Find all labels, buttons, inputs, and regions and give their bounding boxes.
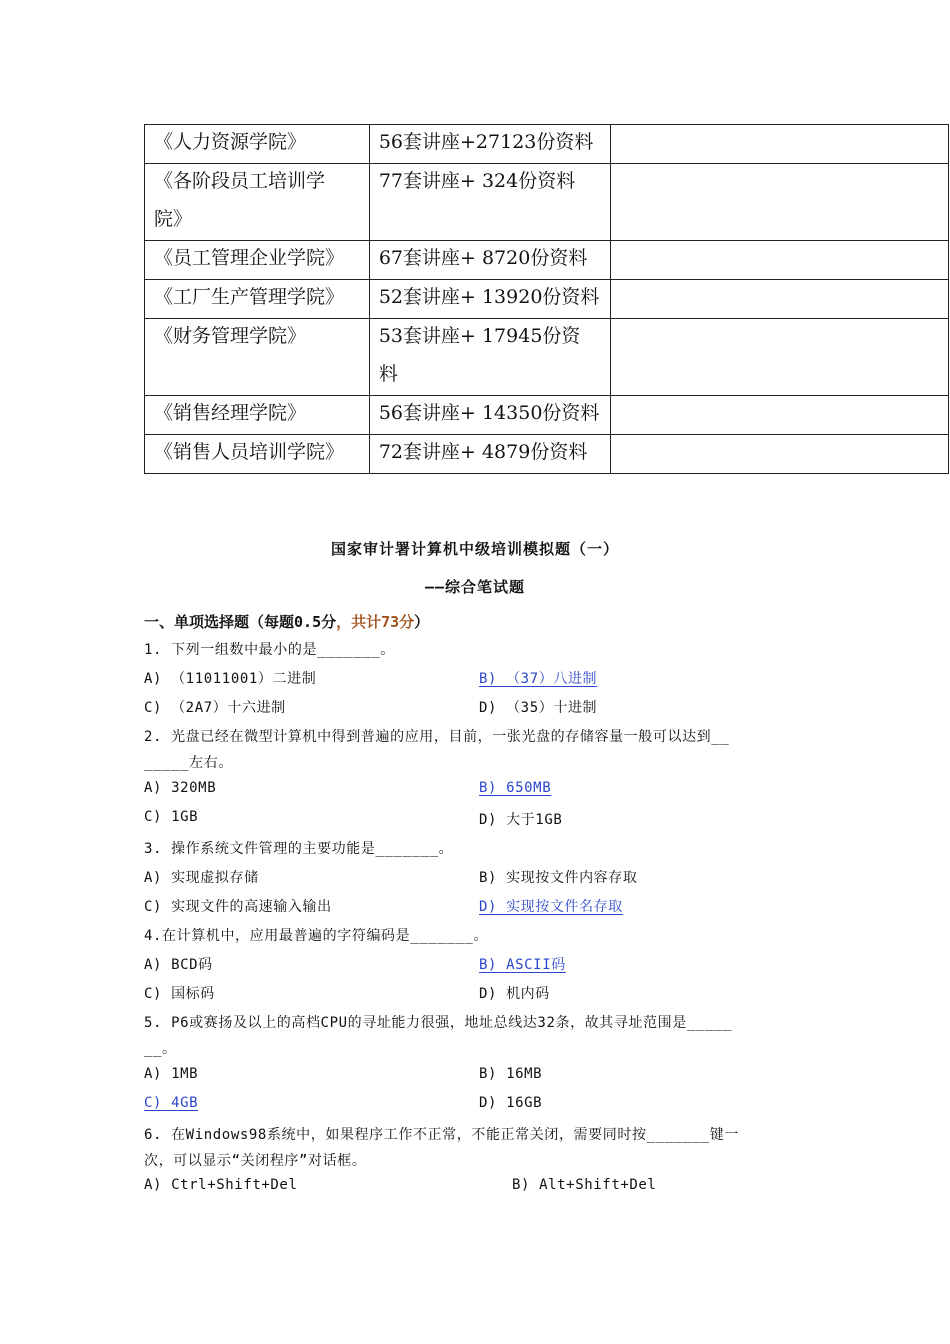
course-content: 72套讲座+ 4879份资料 — [369, 435, 610, 474]
course-extra — [611, 164, 949, 241]
option-d: D) 大于1GB — [479, 812, 563, 828]
table-row — [145, 164, 949, 241]
option-d: D) （35）十进制 — [479, 700, 598, 716]
question-stem: 3. 操作系统文件管理的主要功能是_______。 — [144, 841, 454, 857]
option-c: C) 国标码 — [144, 986, 215, 1002]
option-d: D) 机内码 — [479, 986, 550, 1002]
option-a: A) （11011001）二进制 — [144, 671, 317, 687]
course-name: 《各阶段员工培训学 院》 — [145, 164, 370, 241]
table-row — [145, 125, 949, 164]
question-stem-cont: _____左右。 — [144, 755, 233, 771]
exam-subtitle: ——综合笔试题 — [424, 578, 526, 596]
course-content: 77套讲座+ 324份资料 — [369, 164, 610, 241]
option-b-answer: B) （37）八进制 — [479, 671, 598, 687]
course-content: 56套讲座+ 14350份资料 — [369, 396, 610, 435]
table-row — [145, 280, 949, 319]
option-c-answer: C) 4GB — [144, 1095, 199, 1111]
question-stem-cont: __。 — [144, 1041, 177, 1057]
option-c: C) 1GB — [144, 809, 199, 825]
course-table — [144, 124, 949, 474]
course-extra — [611, 241, 949, 280]
option-b: B) 16MB — [479, 1066, 543, 1082]
table-row — [145, 319, 949, 396]
course-name: 《工厂生产管理学院》 — [145, 280, 370, 319]
question-stem: 1. 下列一组数中最小的是_______。 — [144, 642, 395, 658]
course-extra — [611, 319, 949, 396]
course-content: 67套讲座+ 8720份资料 — [369, 241, 610, 280]
course-content: 53套讲座+ 17945份资 料 — [369, 319, 610, 396]
course-content: 56套讲座+27123份资料 — [369, 125, 610, 164]
course-extra — [611, 396, 949, 435]
question-stem: 6. 在Windows98系统中，如果程序工作不正常，不能正常关闭，需要同时按_______键一 — [144, 1127, 739, 1143]
course-extra — [611, 280, 949, 319]
option-d-answer: D) 实现按文件名存取 — [479, 899, 623, 915]
course-extra — [611, 435, 949, 474]
exam-title: 国家审计署计算机中级培训模拟题（一） — [330, 540, 619, 558]
option-d: D) 16GB — [479, 1095, 543, 1111]
table-row — [145, 435, 949, 474]
table-row — [145, 396, 949, 435]
section-heading: 一、单项选择题（每题0.5分，共计73分） — [144, 613, 430, 631]
course-name: 《销售经理学院》 — [145, 396, 370, 435]
option-c: C) （2A7）十六进制 — [144, 700, 286, 716]
option-a: A) 320MB — [144, 780, 217, 796]
option-c: C) 实现文件的高速输入输出 — [144, 899, 332, 915]
question-stem: 4.在计算机中，应用最普遍的字符编码是_______。 — [144, 928, 489, 944]
option-b: B) 实现按文件内容存取 — [479, 870, 638, 886]
course-extra — [611, 125, 949, 164]
option-a: A) 实现虚拟存储 — [144, 870, 259, 886]
question-stem-cont: 次，可以显示“关闭程序”对话框。 — [144, 1153, 367, 1169]
course-name: 《销售人员培训学院》 — [145, 435, 370, 474]
option-a: A) Ctrl+Shift+Del — [144, 1177, 298, 1193]
option-a: A) 1MB — [144, 1066, 199, 1082]
option-b-answer: B) ASCII码 — [479, 957, 566, 973]
course-name: 《人力资源学院》 — [145, 125, 370, 164]
question-stem: 5. P6或赛扬及以上的高档CPU的寻址能力很强，地址总线达32条，故其寻址范围是_____ — [144, 1015, 733, 1031]
option-b-answer: B) 650MB — [479, 780, 552, 796]
question-stem: 2. 光盘已经在微型计算机中得到普遍的应用，目前，一张光盘的存储容量一般可以达到__ — [144, 729, 730, 745]
course-name: 《财务管理学院》 — [145, 319, 370, 396]
course-content: 52套讲座+ 13920份资料 — [369, 280, 610, 319]
option-b: B) Alt+Shift+Del — [512, 1177, 657, 1193]
course-name: 《员工管理企业学院》 — [145, 241, 370, 280]
table-row — [145, 241, 949, 280]
option-a: A) BCD码 — [144, 957, 213, 973]
